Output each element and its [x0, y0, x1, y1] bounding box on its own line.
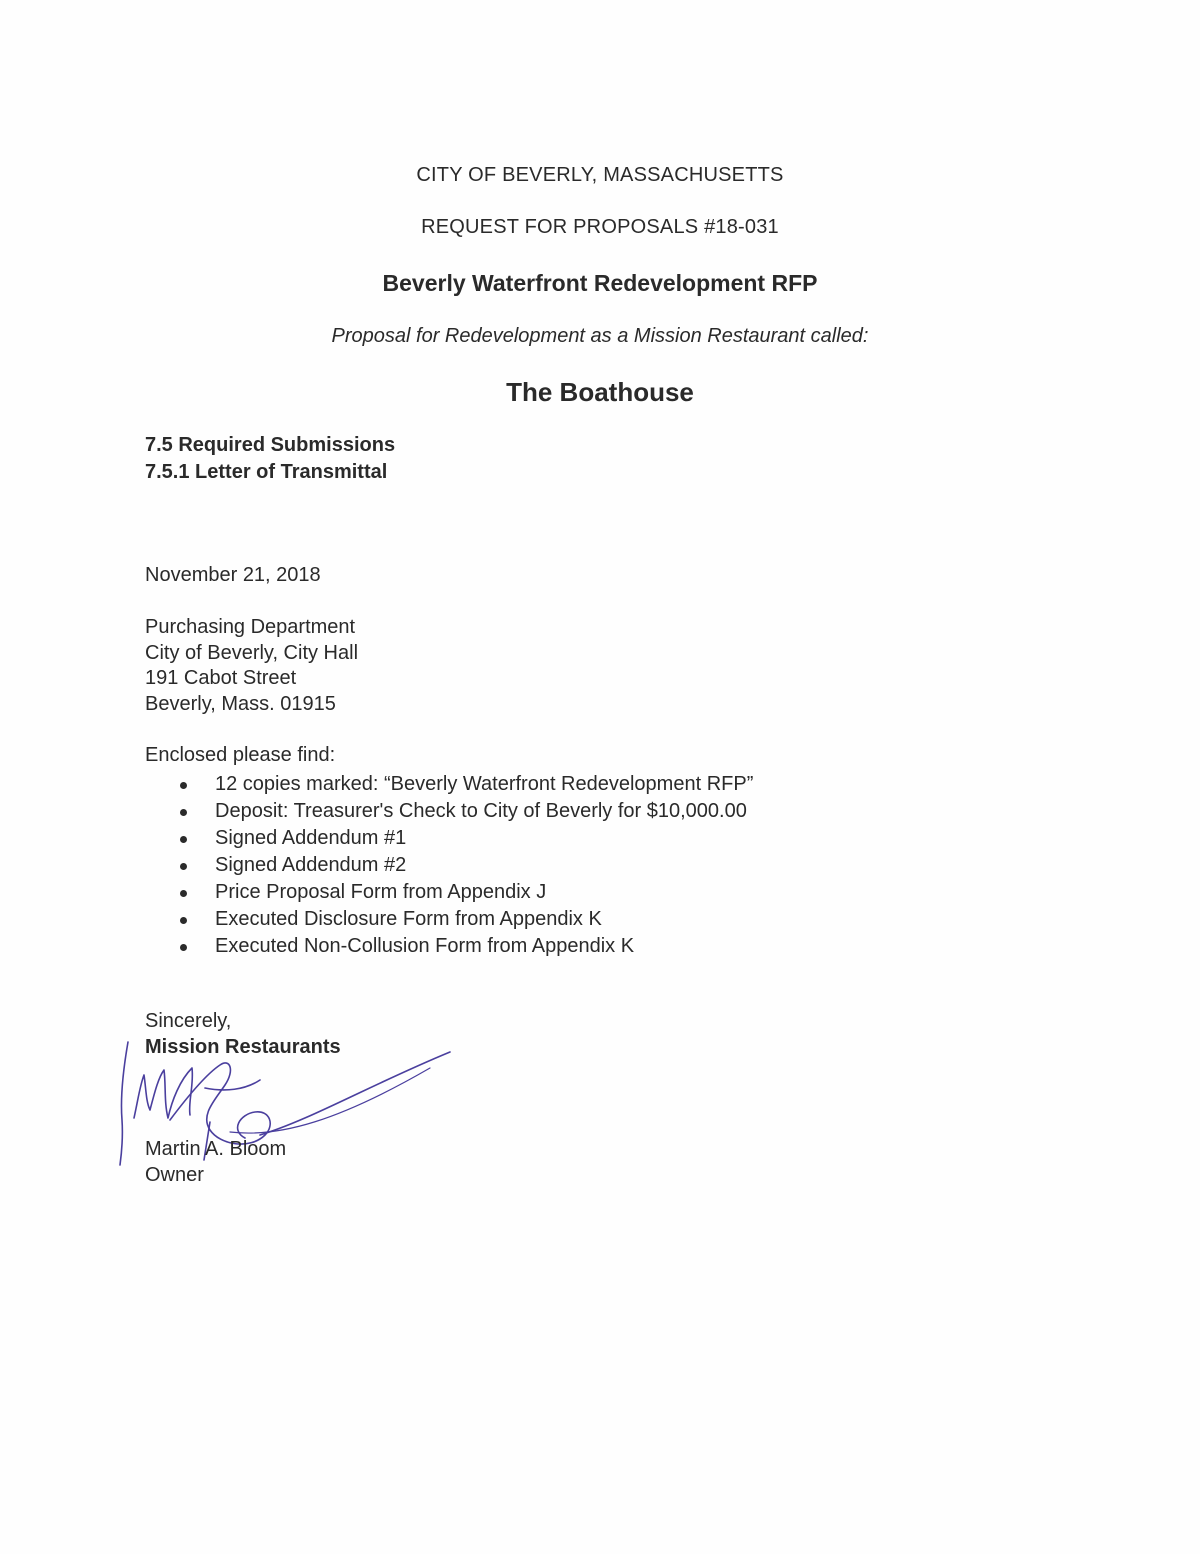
list-item: [145, 933, 753, 960]
list-item: [145, 906, 753, 933]
enclosed-intro: Enclosed please find:: [145, 744, 336, 766]
address-line: Beverly, Mass. 01915: [145, 692, 336, 715]
city-header: CITY OF BEVERLY, MASSACHUSETTS: [416, 164, 784, 186]
bullet-icon: [180, 863, 187, 870]
list-item: [145, 798, 753, 825]
enclosure-list: [145, 771, 753, 960]
bullet-icon: [180, 809, 187, 816]
letter-date: November 21, 2018: [145, 564, 321, 586]
address-line: 191 Cabot Street: [145, 667, 297, 689]
list-item: [145, 852, 753, 879]
address-line: Purchasing Department: [145, 616, 356, 638]
signer-name: Martin A. Bloom: [145, 1138, 287, 1160]
enclosure-text: 12 copies marked: “Beverly Waterfront Redevelopment RFP”: [215, 773, 754, 795]
restaurant-name: The Boathouse: [506, 377, 694, 407]
enclosure-text: Signed Addendum #2: [215, 854, 407, 876]
enclosure-text: Deposit: Treasurer's Check to City of Beverly for $10,000.00: [215, 800, 747, 822]
enclosure-text: Signed Addendum #1: [215, 827, 407, 849]
bullet-icon: [180, 890, 187, 897]
address-line: City of Beverly, City Hall: [145, 641, 359, 664]
bullet-icon: [180, 917, 187, 924]
enclosure-text: Executed Non-Collusion Form from Appendix K: [215, 935, 635, 957]
bullet-icon: [180, 836, 187, 843]
proposal-subtitle: Proposal for Redevelopment as a Mission Restaurant called:: [331, 325, 869, 347]
enclosure-text: Executed Disclosure Form from Appendix K: [215, 908, 602, 930]
list-item: [145, 825, 753, 852]
bullet-icon: [180, 944, 187, 951]
bullet-icon: [180, 782, 187, 789]
rfp-number: REQUEST FOR PROPOSALS #18-031: [421, 216, 779, 238]
section-heading: 7.5 Required Submissions: [145, 434, 396, 456]
list-item: [145, 771, 753, 798]
rfp-title: Beverly Waterfront Redevelopment RFP: [382, 270, 818, 296]
recipient-address: [145, 615, 358, 717]
list-item: [145, 879, 753, 906]
enclosure-text: Price Proposal Form from Appendix J: [215, 881, 547, 903]
closing: Sincerely,: [145, 1010, 232, 1032]
signer-title: Owner: [145, 1164, 204, 1186]
company-name: Mission Restaurants: [145, 1036, 341, 1058]
subsection-heading: 7.5.1 Letter of Transmittal: [145, 461, 388, 483]
